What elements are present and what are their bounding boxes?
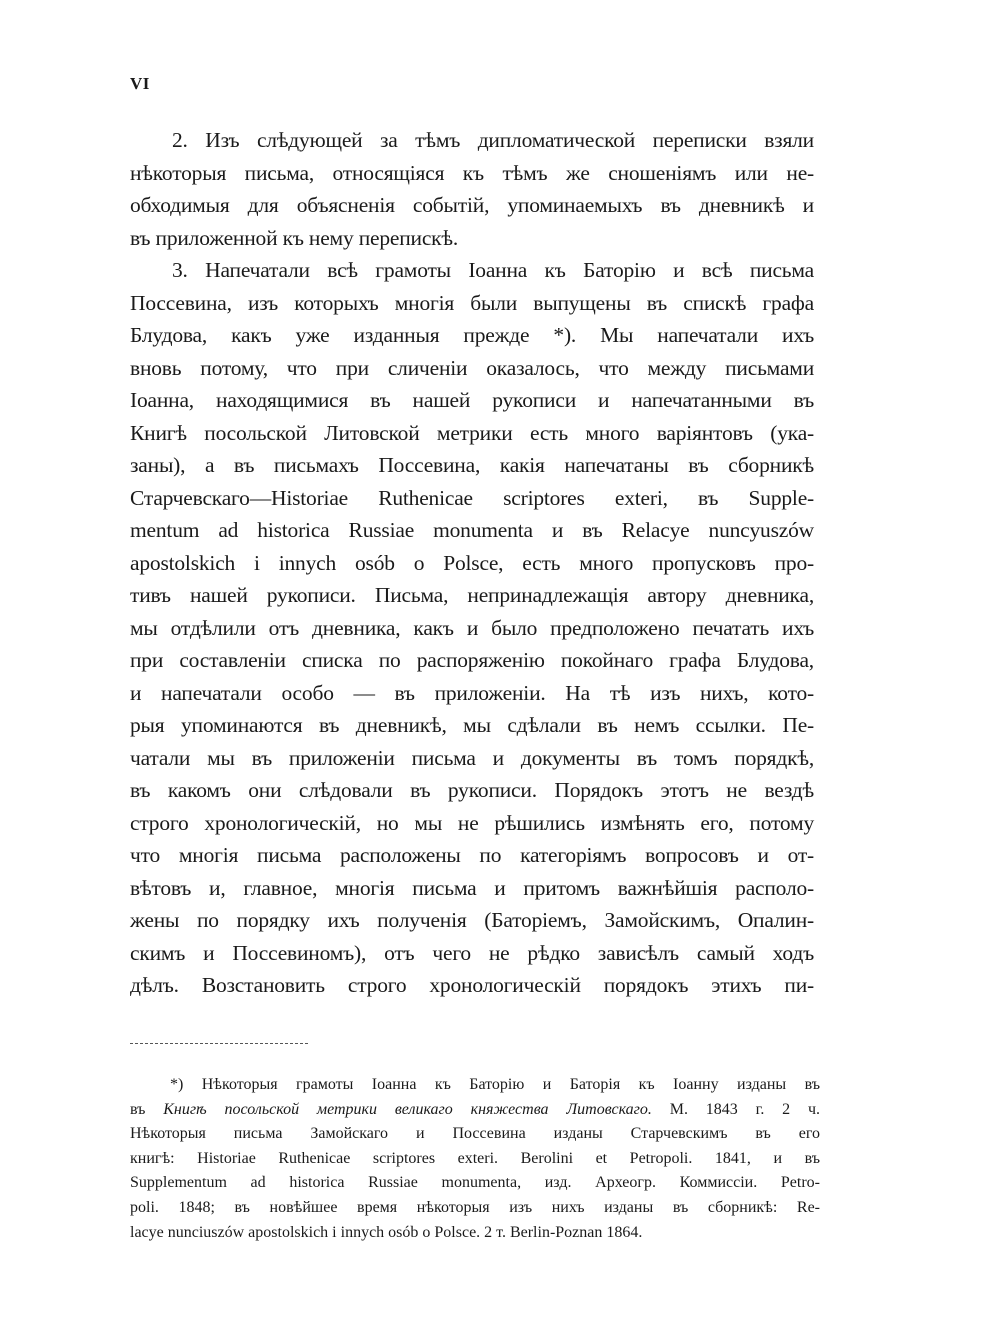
footnote-line — [130, 1098, 820, 1123]
footnote-separator — [130, 1043, 308, 1044]
paragraph-3-line: заны), а въ письмахъ Поссевина, какія напечатаны въ сборникѣ — [130, 453, 814, 477]
paragraph-3-line: жены по порядку ихъ полученія (Баторіемъ, Замойскимъ, Опалин- — [130, 908, 814, 932]
paragraph-3-line: 3. Напечатали всѣ грамоты Іоанна къ Баторію и всѣ письма — [172, 258, 814, 282]
footnote-publication-info: М. 1843 г. 2 ч. — [651, 1100, 821, 1118]
paragraph-3-line: въ какомъ они слѣдовали въ рукописи. Порядокъ этотъ не вездѣ — [130, 778, 814, 802]
paragraph-3-line: тивъ нашей рукописи. Письма, непринадлежащія автору дневника, — [130, 583, 814, 607]
paragraph-3-line: вновь потому, что при сличеніи оказалось, что между письмами — [130, 355, 814, 380]
paragraph-3-line: и напечатали особо — въ приложеніи. На тѣ изъ нихъ, кото- — [130, 680, 814, 705]
paragraph-3-line: при составленіи списка по распоряженію покойнаго графа Блудова, — [130, 648, 814, 672]
body-text — [130, 124, 814, 1002]
paragraph-3-line: Книгѣ посольской Литовской метрики есть много варіянтовъ (ука- — [130, 420, 814, 445]
footnote-line: *) Нѣкоторыя грамоты Іоанна къ Баторію и Баторія къ Іоанну изданы въ — [170, 1076, 820, 1093]
paragraph-2-line: въ приложенной къ нему перепискѣ. — [130, 225, 459, 250]
paragraph-3-line: чатали мы въ приложеніи письма и документы въ томъ порядкѣ, — [130, 745, 814, 770]
footnote — [130, 1073, 820, 1245]
footnote-line: Нѣкоторыя письма Замойскаго и Поссевина изданы Старчевскимъ въ его — [130, 1125, 820, 1143]
paragraph-3-line: Блудова, какъ уже изданныя прежде *). Мы напечатали ихъ — [130, 323, 814, 347]
paragraph-3-line: mentum ad historica Russiae monumenta и въ Relacye nuncyuszów — [130, 518, 814, 542]
paragraph-2-line: обходимыя для объясненія событій, упоминаемыхъ въ дневникѣ и — [130, 193, 814, 217]
paragraph-3-line: Старчевскаго—Historiae Ruthenicae scriptores exteri, въ Supple- — [130, 485, 814, 510]
paragraph-3-line: рыя упоминаются въ дневникѣ, мы сдѣлали въ немъ ссылки. Пе- — [130, 713, 814, 737]
paragraph-3-line: строго хронологическій, но мы не рѣшились измѣнять его, потому — [130, 810, 814, 835]
paragraph-3-line: дѣлъ. Возстановить строго хронологическій порядокъ этихъ пи- — [130, 973, 814, 997]
paragraph-3-line: мы отдѣлили отъ дневника, какъ и было предположено печатать ихъ — [130, 615, 814, 640]
paragraph-3-line: вѣтовъ и, главное, многія письма и притомъ важнѣйшія располо- — [130, 875, 814, 900]
paragraph-3-line: Поссевина, изъ которыхъ многія были выпущены въ спискѣ графа — [130, 290, 814, 315]
footnote-prefix: въ — [130, 1100, 164, 1118]
paragraph-2-line: нѣкоторыя письма, относящіяся къ тѣмъ же сношеніямъ или не- — [130, 160, 814, 185]
page-number: VI — [130, 74, 150, 93]
paragraph-3-line: Іоанна, находящимися въ нашей рукописи и напечатанными въ — [130, 388, 814, 412]
footnote-line: книгѣ: Historiae Ruthenicae scriptores exteri. Berolini et Petropoli. 1841, и въ — [130, 1149, 820, 1167]
paragraph-3-line: apostolskich i innych osób o Polsce, есть много пропусковъ про- — [130, 550, 814, 575]
paragraph-2-line: 2. Изъ слѣдующей за тѣмъ дипломатической переписки взяли — [172, 128, 814, 152]
paragraph-3-line: что многія письма расположены по категоріямъ вопросовъ и от- — [130, 843, 814, 867]
footnote-line: Supplementum ad historica Russiae monumenta, изд. Археогр. Коммиссіи. Petro- — [130, 1174, 820, 1192]
footnote-book-title: Книгѣ посольской метрики великаго княжества Литовскаго. — [163, 1100, 652, 1118]
paragraph-3-line: скимъ и Поссевиномъ), отъ чего не рѣдко зависѣлъ самый ходъ — [130, 940, 814, 965]
footnote-line: poli. 1848; въ новѣйшее время нѣкоторыя изъ нихъ изданы въ сборникѣ: Re- — [130, 1198, 820, 1216]
footnote-line: lacye nunciuszów apostolskich i innych osób o Polsce. 2 т. Berlin-Poznan 1864. — [130, 1223, 643, 1241]
